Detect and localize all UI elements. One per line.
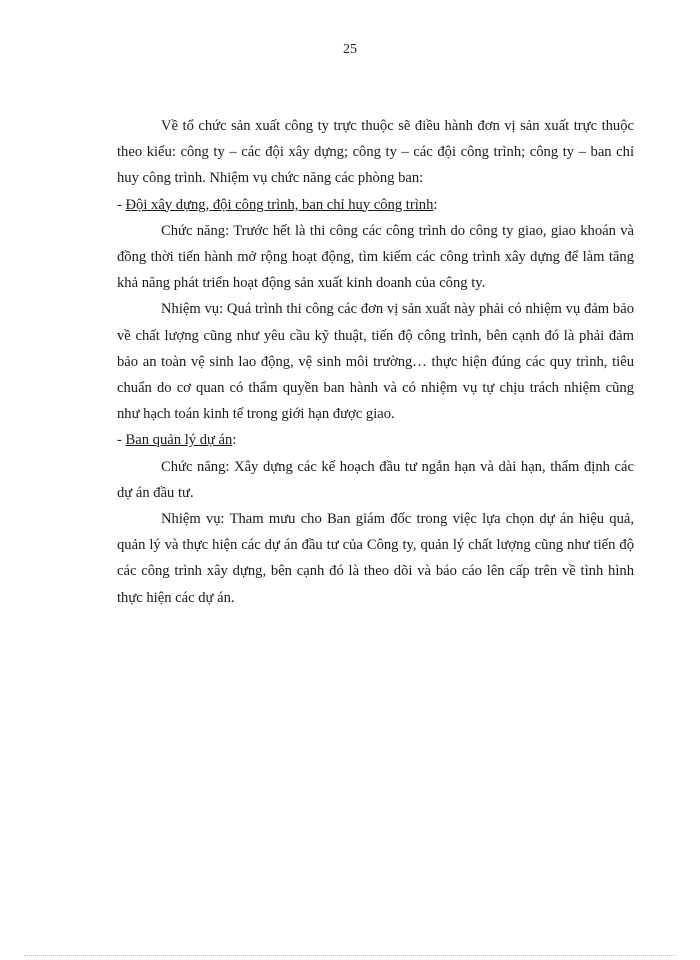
heading-text: Ban quản lý dự án bbox=[125, 432, 233, 449]
intro-paragraph: Về tổ chức sản xuất công ty trực thuộc sẽ điều hành đơn vị sản xuất trực thuộc theo kiểu: công ty – các đội xây dựng; công ty – các đội công trình; công ty – ban chỉ huy công trình. Nhiệm vụ chức năng các phòng ban: bbox=[117, 118, 634, 187]
function-paragraph-teams: Chức năng: Trước hết là thi công các công trình do công ty giao, giao khoán và đồng thời tiến hành mở rộng hoạt động, tìm kiếm các công trình xây dựng để làm tăng khả năng phát triển hoạt động sản xuất kinh doanh của công ty. bbox=[117, 222, 634, 292]
page-bottom-divider bbox=[24, 955, 676, 956]
page-number: 25 bbox=[343, 42, 357, 57]
section-heading-project-management bbox=[117, 427, 634, 453]
heading-dash: - bbox=[117, 432, 126, 449]
function-paragraph-project: Chức năng: Xây dựng các kế hoạch đầu tư ngắn hạn và dài hạn, thẩm định các dự án đầu tư. bbox=[117, 458, 634, 501]
duty-paragraph-project: Nhiệm vụ: Tham mưu cho Ban giám đốc trong việc lựa chọn dự án hiệu quả, quản lý và thực hiện các dự án đầu tư của Công ty, quản lý chất lượng cũng như tiến độ các công trình xây dựng, bên cạnh đó là theo dõi và báo cáo lên cấp trên về tình hình thực hiện các dự án. bbox=[117, 511, 634, 606]
duty-paragraph-teams: Nhiệm vụ: Quá trình thi công các đơn vị sản xuất này phải có nhiệm vụ đảm bảo về chất lượng cũng như yêu cầu kỹ thuật, tiến độ công trình, bên cạnh đó là phải đảm bảo an toàn vệ sinh lao động, vệ sinh môi trường… thực hiện đúng các quy trình, tiêu chuẩn do cơ quan có thẩm quyền ban hành và có nhiệm vụ tự chịu trách nhiệm cũng như hạch toán kinh tế trong giới hạn được giao. bbox=[117, 301, 634, 423]
heading-colon: : bbox=[433, 196, 438, 213]
heading-dash: - bbox=[117, 196, 126, 213]
heading-text: Đội xây dựng, đội công trình, ban chỉ huy công trình bbox=[125, 196, 434, 213]
section-heading-construction-teams bbox=[117, 192, 634, 218]
heading-colon: : bbox=[232, 432, 237, 449]
document-body bbox=[117, 113, 634, 611]
